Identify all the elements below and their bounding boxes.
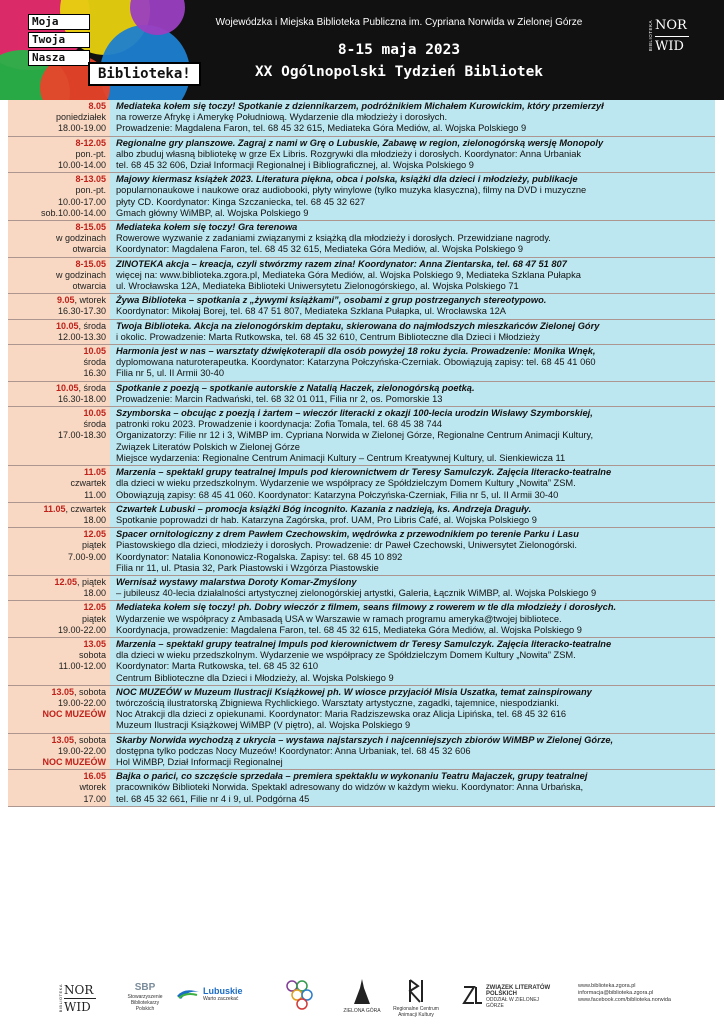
event-date: 9.05 xyxy=(56,295,75,306)
event-title-line: Żywa Biblioteka – spotkania z „żywymi książkami”, osobami z grup postrzeganych stereotypowo. xyxy=(116,295,547,306)
event-title-line: Szymborska – obcując z poezją i żartem – wieczór literacki z okazji 100-lecia urodzin Wisławy Szymborskiej, xyxy=(116,408,593,419)
event-text-line: płyty CD. Koordynator: Kinga Szczaniecka, tel. 68 45 32 627 xyxy=(116,196,366,207)
event-title-line: Spacer ornitologiczny z drem Pawłem Czechowskim, wędrówka z przewodnikiem po terenie Parku i Lasu xyxy=(116,529,579,540)
event-description xyxy=(110,320,715,344)
event-row xyxy=(8,528,715,576)
event-date-line xyxy=(10,771,106,782)
event-description xyxy=(110,407,715,465)
event-row xyxy=(8,294,715,319)
event-date-cell xyxy=(8,601,110,637)
event-row xyxy=(8,503,715,528)
rck-icon xyxy=(406,978,426,1004)
event-time: piątek xyxy=(81,540,106,551)
event-date-line xyxy=(10,467,106,478)
event-row xyxy=(8,601,715,638)
event-description xyxy=(110,100,715,136)
zielona-gora-logo xyxy=(340,978,384,1014)
event-time: 17.00 xyxy=(83,793,106,804)
event-weekday: , sobota xyxy=(73,686,106,697)
event-date-cell xyxy=(8,382,110,406)
event-description xyxy=(110,294,715,318)
footer-norwid-top: NOR xyxy=(64,983,94,997)
event-date-line xyxy=(10,138,106,149)
institution-name: Wojewódzka i Miejska Biblioteka Publiczna im. Cypriana Norwida w Zielonej Górze xyxy=(215,17,583,28)
logo-bottom: WID xyxy=(655,39,684,54)
tower-icon xyxy=(350,978,374,1006)
event-text-line: Spotkanie poprowadzi dr hab. Katarzyna Zagórska, prof. UAM, Pro Libris Café, al. Wojska Polskiego 9 xyxy=(116,514,537,525)
event-date: 11.05 xyxy=(43,503,66,514)
event-row xyxy=(8,407,715,466)
event-text-line: Organizatorzy: Filie nr 12 i 3, WiMBP im. Cypriana Norwida w Zielonej Górze, Regionalne Centrum Animacji Kultury, xyxy=(116,430,594,441)
event-description xyxy=(110,770,715,806)
event-text-line: Hol WiMBP, Dział Informacji Regionalnej xyxy=(116,756,283,767)
event-text-line: tel. 68 45 32 661, Filie nr 4 i 9, ul. Podgórna 45 xyxy=(116,793,310,804)
event-text-line: Rowerowe wyzwanie z zadaniami związanymi z książką dla młodzieży i dorosłych. Przewidziane nagrody. xyxy=(116,233,551,244)
event-title-line: Wernisaż wystawy malarstwa Doroty Komar-Zmyślony xyxy=(116,576,357,587)
event-text-line: Koordynator: Natalia Kononowicz-Rogalska. Zapisy: tel. 68 45 10 892 xyxy=(116,551,403,562)
event-row xyxy=(8,638,715,686)
event-text-line: Muzeum Ilustracji Książkowej WiMBP (V piętro), al. Wojska Polskiego 9 xyxy=(116,720,411,731)
event-date-line xyxy=(10,687,106,698)
event-date-cell xyxy=(8,258,110,294)
event-time: środa xyxy=(83,357,106,368)
event-date-cell xyxy=(8,345,110,381)
brand-words xyxy=(28,14,90,68)
event-weekday: , piątek xyxy=(76,576,106,587)
event-time: 11.00-12.00 xyxy=(58,661,106,672)
event-date-cell xyxy=(8,407,110,465)
event-text-line: albo zbuduj własną bibliotekę w grze Ex Libris. Rozgrywki dla młodzieży i dorosłych. Koordynator: Anna Urbaniak xyxy=(116,148,582,159)
event-description xyxy=(110,466,715,502)
event-text-line: dostępna tylko podczas Nocy Muzeów! Koordynator: Anna Urbaniak, tel. 68 45 32 606 xyxy=(116,745,471,756)
event-title-line: Marzenia – spektakl grupy teatralnej Impuls pod kierownictwem dr Teresy Samulczyk. Zajęcia literacko-teatralne xyxy=(116,638,612,649)
event-description xyxy=(110,528,715,575)
event-title-line: Mediateka kołem się toczy! Spotkanie z dziennikarzem, podróżnikiem Michałem Kurowickim, który przemierzył xyxy=(116,101,604,111)
event-time: 7.00-9.00 xyxy=(67,551,106,562)
logo-top: NOR xyxy=(655,18,687,33)
event-time: 18.00 xyxy=(83,588,106,599)
event-description xyxy=(110,382,715,406)
event-time: NOC MUZEÓW xyxy=(42,709,106,720)
event-description xyxy=(110,345,715,381)
event-text-line: Wydarzenie we współpracy z Ambasadą USA w Warszawie w ramach programu ameryka@twojej bibliotece. xyxy=(116,613,562,624)
event-text-line: Filia nr 11, ul. Ptasia 32, Park Piastowski i Wzgórza Piastowskie xyxy=(116,562,379,573)
event-date: 10.05 xyxy=(55,382,79,393)
event-time: 19.00-22.00 xyxy=(57,745,106,756)
event-date-cell xyxy=(8,503,110,527)
event-title-line: Mediateka kołem się toczy! Gra terenowa xyxy=(116,222,298,233)
footer-norwid-side: BIBLIOTEKA xyxy=(58,984,63,1013)
event-text-line: Koordynator: Mikołaj Borej, tel. 68 47 51 807, Mediateka Szklana Pułapka, ul. Wrocławska 12A xyxy=(116,306,506,317)
event-time: sobota xyxy=(78,650,106,661)
sbp-text: SBP xyxy=(134,982,156,993)
rck-logo xyxy=(390,978,442,1018)
event-description xyxy=(110,258,715,294)
event-time: 18.00-19.00 xyxy=(57,123,106,134)
logo-divider xyxy=(655,36,689,37)
event-row xyxy=(8,100,715,137)
event-title-line: Regionalne gry planszowe. Zagraj z nami w Grę o Lubuskie, Zabawę w region, zielonogórską wersję Monopoly xyxy=(116,137,604,148)
event-text-line: Koordynator: Marta Rutkowska, tel. 68 45 32 610 xyxy=(116,661,319,672)
event-row xyxy=(8,770,715,807)
event-text-line: więcej na: www.biblioteka.zgora.pl, Mediateka Góra Mediów, al. Wojska Polskiego 9, Mediateka Szklana Pułapka xyxy=(116,269,581,280)
sbp-logo xyxy=(124,982,166,1012)
event-text-line: twórczością ilustratorską Zbigniewa Rychlickiego. Warsztaty artystyczne, zagadki, tajemnice, niespodzianki. xyxy=(116,697,559,708)
event-row xyxy=(8,734,715,771)
event-date-cell xyxy=(8,100,110,136)
rck-text: Regionalne Centrum Animacji Kultury xyxy=(393,1006,439,1018)
event-date: 10.05 xyxy=(55,320,79,331)
event-title-line: Czwartek Lubuski – promocja książki Bóg incognito. Kazania z nadzieją, ks. Andrzeja Draguły. xyxy=(116,503,532,514)
event-date-line xyxy=(10,577,106,588)
lubuskie-text: Lubuskie xyxy=(203,986,243,996)
event-title-line: ZINOTEKA akcja – kreacja, czyli stwórzmy razem zina! Koordynator: Anna Zientarska, tel. 68 47 51 807 xyxy=(116,258,567,269)
event-row xyxy=(8,137,715,174)
event-time: poniedziałek xyxy=(55,112,106,123)
contact-email[interactable]: informacja@biblioteka.zgora.pl xyxy=(578,990,654,996)
event-time: 10.00-17.00 xyxy=(57,196,106,207)
event-date-line xyxy=(10,174,106,185)
event-date: 8-12.05 xyxy=(75,137,106,148)
event-description xyxy=(110,503,715,527)
event-title-line: Majowy kiermasz książek 2023. Literatura piękna, obca i polska, książki dla dzieci i młodzieży, publikacje xyxy=(116,174,578,185)
event-date: 16.05 xyxy=(83,771,106,782)
event-time: 18.00 xyxy=(83,514,106,525)
grapes-icon xyxy=(282,978,316,1012)
event-row xyxy=(8,221,715,258)
event-title-line: Bajka o pańci, co szczęście sprzedała – premiera spektaklu w wykonaniu Teatru Majaczek, grupy teatralnej xyxy=(116,771,588,782)
event-time: 19.00-22.00 xyxy=(57,624,106,635)
footer-norwid-logo xyxy=(64,982,96,1015)
event-text-line: patronki roku 2023. Prowadzenie i koordynacja: Zofia Tomala, tel. 68 45 38 744 xyxy=(116,419,442,430)
event-text-line: Koordynator: Magdalena Faron, tel. 68 45 32 615, Mediateka Góra Mediów, al. Wojska Polskiego 9 xyxy=(116,244,524,255)
event-weekday: , sobota xyxy=(73,734,106,745)
event-date: 13.05 xyxy=(83,638,106,649)
event-row xyxy=(8,173,715,221)
event-text-line: popularnonaukowe i naukowe oraz audiobooki, płyty winylowe (tylko muzyka klasyczna), filmy na DVD i muzyczne xyxy=(116,185,587,196)
event-time: 11.00 xyxy=(84,489,106,500)
event-date-cell xyxy=(8,576,110,600)
event-time: pon.-pt. xyxy=(75,185,106,196)
event-date: 11.05 xyxy=(83,467,106,478)
event-date-line xyxy=(10,222,106,233)
event-time: 16.30-18.00 xyxy=(57,393,106,404)
event-date-cell xyxy=(8,686,110,733)
event-text-line: Centrum Biblioteczne dla Dzieci i Młodzieży, al. Wojska Polskiego 9 xyxy=(116,672,394,683)
biblioteka-label: Biblioteka! xyxy=(88,62,201,86)
zlp-text: ZWIĄZEK LITERATÓW POLSKICH xyxy=(486,985,551,997)
event-weekday: , środa xyxy=(78,320,106,331)
event-description xyxy=(110,601,715,637)
logo-side-text: BIBLIOTEKA xyxy=(648,20,653,52)
event-date-line xyxy=(10,259,106,270)
event-time: 12.00-13.30 xyxy=(57,331,106,342)
event-time: NOC MUZEÓW xyxy=(42,756,106,767)
event-time: środa xyxy=(83,419,106,430)
event-dates: 8-15 maja 2023 xyxy=(337,42,461,58)
event-text-line: dla dzieci w wieku przedszkolnym. Wydarzenie we współpracy ze Spółdzielczym Domem Kultury „Nowita” ZSM. xyxy=(116,478,576,489)
event-time: otwarcia xyxy=(72,244,106,255)
event-text-line: Związek Literatów Polskich w Zielonej Górze xyxy=(116,441,300,452)
event-date-line xyxy=(10,735,106,746)
event-date: 10.05 xyxy=(83,408,106,419)
event-date-cell xyxy=(8,528,110,575)
zlp-icon xyxy=(462,984,484,1006)
event-date-cell xyxy=(8,173,110,220)
event-description xyxy=(110,137,715,173)
event-text-line: na rowerze Afrykę i Amerykę Południową. Wydarzenie dla młodzieży i dorosłych. xyxy=(116,112,448,123)
event-date-line xyxy=(10,529,106,540)
event-time: w godzinach xyxy=(55,269,106,280)
event-description xyxy=(110,576,715,600)
event-time: 16.30 xyxy=(83,368,106,379)
event-date: 12.05 xyxy=(83,529,106,540)
contact-info xyxy=(578,983,718,1004)
event-time: 17.00-18.30 xyxy=(57,430,106,441)
event-weekday: , wtorek xyxy=(74,295,106,306)
event-date: 12.05 xyxy=(83,602,106,613)
contact-website[interactable]: www.biblioteka.zgora.pl xyxy=(578,983,636,989)
event-date-cell xyxy=(8,320,110,344)
event-date: 8-15.05 xyxy=(75,258,106,269)
event-time: pon.-pt. xyxy=(75,148,106,159)
event-text-line: Miejsce wydarzenia: Regionalne Centrum Animacji Kultury – Centrum Kreatywnej Kultury, ul. Sienkiewicza 11 xyxy=(116,452,566,463)
event-date: 13.05 xyxy=(51,734,74,745)
event-title-line: Spotkanie z poezją – spotkanie autorskie z Natalią Haczek, zielonogórską poetką. xyxy=(116,382,475,393)
norwid-logo xyxy=(655,17,689,56)
event-date: 8.05 xyxy=(88,101,106,111)
zielona-gora-text: ZIELONA GÓRA xyxy=(343,1008,381,1014)
event-text-line: pracowników Biblioteki Norwida. Spektakl adresowany do widzów w każdym wieku. Koordynator: Anna Urbańska, xyxy=(116,782,584,793)
event-date-cell xyxy=(8,221,110,257)
event-text-line: dla dzieci w wieku przedszkolnym. Wydarzenie we współpracy ze Spółdzielczym Domem Kultury „Nowita” ZSM. xyxy=(116,650,576,661)
lubuskie-subtitle: Warto zaczekać xyxy=(203,996,239,1002)
event-text-line: i okolic. Prowadzenie: Marta Rutkowska, tel. 68 45 32 610, Centrum Biblioteczne dla Dzieci i Młodzieży xyxy=(116,331,540,342)
event-time: w godzinach xyxy=(55,233,106,244)
event-date-line xyxy=(10,504,106,515)
lubuskie-icon xyxy=(176,986,200,1000)
event-row xyxy=(8,258,715,295)
event-time: otwarcia xyxy=(72,281,106,292)
event-text-line: Noc Atrakcji dla dzieci z opiekunami. Koordynator: Maria Radziszewska oraz Alicja Lipińska, tel. 68 45 32 616 xyxy=(116,709,567,720)
event-date-line xyxy=(10,101,106,112)
event-title-line: Harmonia jest w nas – warsztaty dźwiękoterapii dla osób powyżej 18 roku życia. Prowadzenie: Monika Wnęk, xyxy=(116,346,596,357)
event-title-line: NOC MUZEÓW w Muzeum Ilustracji Książkowej ph. W wiosce przyjaciół Misia Uszatka, temat zainspirowany xyxy=(116,686,592,697)
event-row xyxy=(8,320,715,345)
event-weekday: , środa xyxy=(78,382,106,393)
event-date-line xyxy=(10,346,106,357)
event-date: 13.05 xyxy=(51,686,74,697)
event-time: sob.10.00-14.00 xyxy=(40,207,106,218)
event-row xyxy=(8,576,715,601)
event-text-line: ul. Wrocławska 12A, Mediateka Biblioteki Uniwersytetu Zielonogórskiego, al. Wojska Polskiego 71 xyxy=(116,281,519,292)
event-date-cell xyxy=(8,638,110,685)
event-date-cell xyxy=(8,770,110,806)
sbp-subtitle: Stowarzyszenie Bibliotekarzy Polskich xyxy=(127,994,163,1012)
event-date-cell xyxy=(8,734,110,770)
event-date: 8-15.05 xyxy=(75,222,106,233)
event-text-line: Gmach główny WiMBP, al. Wojska Polskiego 9 xyxy=(116,207,309,218)
event-date-line xyxy=(10,639,106,650)
event-description xyxy=(110,638,715,685)
event-title-line: Skarby Norwida wychodzą z ukrycia – wystawa najstarszych i najcenniejszych zbiorów WiMBP w Zielonej Górze, xyxy=(116,734,614,745)
event-date: 8-13.05 xyxy=(75,174,106,185)
event-time: piątek xyxy=(81,613,106,624)
event-text-line: – jubileusz 40-lecia działalności artystycznej zielonogórskiej artystki, Galeria, Łącznik WiMBP, al. Wojska Polskiego 9 xyxy=(116,588,597,599)
event-text-line: tel. 68 45 32 606, Dział Informacji Regionalnej i Bibliograficznej, al. Wojska Polskiego 9 xyxy=(116,160,474,171)
event-text-line: Koordynacja, prowadzenie: Magdalena Faron, tel. 68 45 32 615, Mediateka Góra Mediów, al. Wojska Polskiego 9 xyxy=(116,624,582,635)
event-title-line: Mediateka kołem się toczy! ph. Dobry wieczór z filmem, seans filmowy z rowerem w tle dla młodzieży i dorosłych. xyxy=(116,602,617,613)
header-banner xyxy=(0,0,724,100)
footer-norwid-bottom: WID xyxy=(64,1000,91,1014)
footer-logos xyxy=(0,976,724,1024)
contact-facebook[interactable]: www.facebook.com/biblioteka.norwida xyxy=(578,997,671,1003)
event-row xyxy=(8,686,715,734)
brand-word: Nasza xyxy=(28,50,90,66)
event-row xyxy=(8,345,715,382)
event-date-line xyxy=(10,383,106,394)
event-description xyxy=(110,734,715,770)
event-title-line: Marzenia – spektakl grupy teatralnej Impuls pod kierownictwem dr Teresy Samulczyk. Zajęcia literacko-teatralne xyxy=(116,467,612,478)
brand-word: Twoja xyxy=(28,32,90,48)
event-date-line xyxy=(10,321,106,332)
event-date-line xyxy=(10,602,106,613)
event-description xyxy=(110,686,715,733)
event-date-cell xyxy=(8,137,110,173)
event-weekday: , czwartek xyxy=(65,503,106,514)
event-time: wtorek xyxy=(79,782,106,793)
event-date-cell xyxy=(8,466,110,502)
lubuskie-logo xyxy=(176,986,246,1002)
event-description xyxy=(110,173,715,220)
zlp-subtitle: ODDZIAŁ W ZIELONEJ GÓRZE xyxy=(486,997,540,1009)
event-text-line: Prowadzenie: Magdalena Faron, tel. 68 45 32 615, Mediateka Góra Mediów, al. Wojska Polskiego 9 xyxy=(116,123,527,134)
brand-word: Moja xyxy=(28,14,90,30)
event-title: XX Ogólnopolski Tydzień Bibliotek xyxy=(254,64,544,80)
event-text-line: dyplomowana naturoterapeutka. Koordynator: Katarzyna Połczyńska-Czerniak. Obowiązują zapisy: tel. 68 45 41 060 xyxy=(116,357,596,368)
zlp-logo xyxy=(486,985,556,1009)
event-title-line: Twoja Biblioteka. Akcja na zielonogórskim deptaku, skierowana do najmłodszych mieszkańców Zielonej Góry xyxy=(116,320,600,331)
event-text-line: Filia nr 5, ul. II Armii 30-40 xyxy=(116,368,224,379)
event-date-line xyxy=(10,295,106,306)
event-text-line: Obowiązują zapisy: 68 45 41 060. Koordynator: Katarzyna Połczyńska-Czerniak, Filia nr 5, ul. II Armii 30-40 xyxy=(116,489,559,500)
event-time: 19.00-22.00 xyxy=(57,697,106,708)
event-row xyxy=(8,466,715,503)
event-time: 10.00-14.00 xyxy=(57,160,106,171)
event-date-line xyxy=(10,408,106,419)
event-time: 16.30-17.30 xyxy=(57,306,106,317)
event-date-cell xyxy=(8,294,110,318)
event-date: 12.05 xyxy=(54,576,77,587)
event-row xyxy=(8,382,715,407)
event-text-line: Piastowskiego dla dzieci, młodzieży i dorosłych. Prowadzenie: dr Paweł Czechowski, Uniwersytet Zielonogórski. xyxy=(116,540,577,551)
event-text-line: Prowadzenie: Marcin Radwański, tel. 68 32 01 011, Filia nr 2, os. Pomorskie 13 xyxy=(116,393,443,404)
event-date: 10.05 xyxy=(83,346,106,357)
event-description xyxy=(110,221,715,257)
event-list xyxy=(8,100,715,807)
event-time: czwartek xyxy=(70,478,106,489)
